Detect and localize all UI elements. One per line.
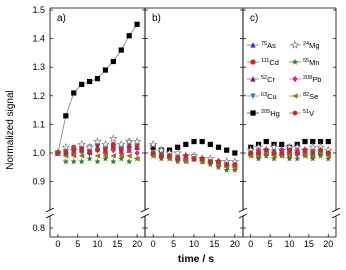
x-tick-label: 10 bbox=[284, 239, 295, 249]
y-tick-label: 1.4 bbox=[32, 33, 45, 44]
data-point-se bbox=[126, 153, 132, 158]
panel-c bbox=[239, 8, 340, 249]
x-tick-label: 10 bbox=[188, 239, 200, 249]
data-point-mg bbox=[110, 135, 117, 142]
data-point-hg bbox=[111, 59, 116, 64]
data-point-mn bbox=[294, 155, 300, 161]
legend-element: Pb bbox=[312, 75, 322, 84]
legend-label bbox=[261, 58, 279, 67]
x-axis-label: time / s bbox=[177, 253, 215, 265]
data-point-hg bbox=[183, 142, 188, 147]
y-axis-label: Normalized signal bbox=[5, 90, 16, 170]
data-point-hg bbox=[127, 33, 132, 38]
legend-entry-mg bbox=[289, 41, 320, 50]
panel-b bbox=[141, 8, 243, 249]
legend-element: Cd bbox=[269, 58, 279, 67]
legend-element: As bbox=[267, 41, 276, 50]
y-tick-label: 1.3 bbox=[32, 62, 45, 73]
legend-mass: 111 bbox=[261, 58, 270, 64]
x-tick-label: 5 bbox=[171, 239, 177, 249]
legend-entry-cd bbox=[247, 58, 279, 67]
legend-label bbox=[261, 75, 276, 84]
x-tick-label: 20 bbox=[323, 239, 334, 249]
legend-marker-mn bbox=[292, 59, 298, 65]
legend-mass: 63 bbox=[261, 92, 268, 98]
data-point-hg bbox=[208, 142, 213, 147]
series-line-hg bbox=[58, 24, 137, 153]
legend-mass: 55 bbox=[303, 58, 310, 64]
data-point-mn bbox=[86, 155, 92, 161]
x-tick-label: 20 bbox=[229, 239, 240, 249]
y-tick-label: 1.1 bbox=[32, 119, 45, 130]
y-axis bbox=[32, 5, 45, 233]
data-point-mn bbox=[78, 158, 84, 164]
data-point-hg bbox=[326, 139, 331, 144]
y-tick-label: 0.9 bbox=[32, 176, 45, 187]
x-tick-label: 15 bbox=[303, 239, 314, 249]
data-point-pb bbox=[134, 150, 139, 156]
x-tick-label: 0 bbox=[55, 239, 61, 249]
legend-entry-as bbox=[247, 41, 276, 50]
data-point-mn bbox=[126, 158, 132, 164]
legend-entry-cu bbox=[247, 92, 277, 101]
data-point-mn bbox=[63, 158, 69, 164]
legend-entry-mn bbox=[289, 58, 320, 67]
y-tick-label: 1.0 bbox=[32, 148, 45, 158]
data-point-se bbox=[95, 153, 101, 158]
legend-entry-se bbox=[289, 92, 318, 101]
legend-label bbox=[303, 41, 320, 50]
x-tick-label: 15 bbox=[209, 239, 220, 249]
legend-mass: 75 bbox=[261, 41, 268, 47]
legend-element: Se bbox=[309, 92, 319, 101]
legend-mass: 82 bbox=[303, 92, 310, 98]
legend-entry-cr bbox=[247, 75, 276, 84]
legend-element: Cr bbox=[267, 75, 276, 84]
legend-label bbox=[261, 92, 277, 101]
legend-marker-cd bbox=[250, 59, 255, 64]
legend-element: Hg bbox=[270, 109, 280, 118]
panel-label: a) bbox=[57, 13, 66, 24]
legend-label bbox=[303, 58, 320, 67]
panel-label: b) bbox=[152, 13, 161, 24]
legend-marker-pb bbox=[292, 76, 297, 82]
y-tick-label: 1.5 bbox=[32, 5, 45, 15]
legend-element: V bbox=[309, 109, 315, 118]
data-point-hg bbox=[232, 150, 237, 155]
panel-a bbox=[46, 8, 145, 249]
legend-mass: 51 bbox=[303, 109, 310, 115]
x-tick-label: 10 bbox=[92, 239, 103, 249]
legend-label bbox=[261, 41, 276, 50]
legend-marker-v bbox=[293, 110, 298, 115]
legend-label bbox=[303, 75, 321, 84]
legend-element: Mn bbox=[309, 58, 320, 67]
legend-mass: 208 bbox=[303, 75, 313, 81]
data-point-hg bbox=[264, 139, 269, 144]
data-point-hg bbox=[216, 145, 221, 150]
legend-marker-mg bbox=[292, 41, 299, 48]
series-hg bbox=[55, 22, 139, 156]
legend-entry-hg bbox=[247, 109, 280, 118]
x-tick-label: 5 bbox=[267, 239, 273, 249]
x-tick-label: 15 bbox=[112, 239, 123, 249]
data-point-hg bbox=[103, 67, 108, 72]
legend-label bbox=[261, 109, 280, 118]
data-point-se bbox=[110, 153, 116, 158]
y-tick-label: 0.8 bbox=[32, 223, 45, 233]
legend-marker-hg bbox=[250, 110, 255, 115]
data-point-mn bbox=[110, 158, 116, 164]
data-point-mn bbox=[71, 158, 77, 164]
data-point-hg bbox=[63, 113, 68, 118]
data-point-mn bbox=[94, 158, 100, 164]
x-tick-label: 5 bbox=[75, 239, 81, 249]
legend-label bbox=[303, 109, 314, 118]
legend bbox=[247, 41, 321, 118]
y-tick-label: 1.2 bbox=[32, 90, 45, 101]
data-point-hg bbox=[95, 76, 100, 81]
data-point-hg bbox=[200, 139, 205, 144]
legend-marker-se bbox=[292, 93, 298, 98]
legend-element: Cu bbox=[267, 92, 277, 101]
legend-mass: 52 bbox=[261, 75, 268, 81]
data-point-hg bbox=[119, 47, 124, 52]
data-point-hg bbox=[134, 22, 139, 27]
data-point-hg bbox=[79, 82, 84, 87]
legend-label bbox=[303, 92, 318, 101]
legend-element: Mg bbox=[309, 41, 320, 50]
data-point-hg bbox=[302, 139, 307, 144]
data-point-hg bbox=[224, 148, 229, 153]
x-tick-label: 0 bbox=[248, 239, 254, 249]
legend-mass: 24 bbox=[303, 41, 310, 47]
x-tick-label: 0 bbox=[150, 239, 156, 249]
data-point-hg bbox=[87, 79, 92, 84]
legend-entry-v bbox=[289, 109, 314, 118]
legend-mass: 205 bbox=[261, 109, 271, 115]
panel-label: c) bbox=[250, 13, 259, 24]
data-point-hg bbox=[191, 139, 196, 144]
x-tick-label: 20 bbox=[132, 239, 143, 249]
data-point-hg bbox=[71, 90, 76, 95]
legend-entry-pb bbox=[289, 75, 321, 84]
